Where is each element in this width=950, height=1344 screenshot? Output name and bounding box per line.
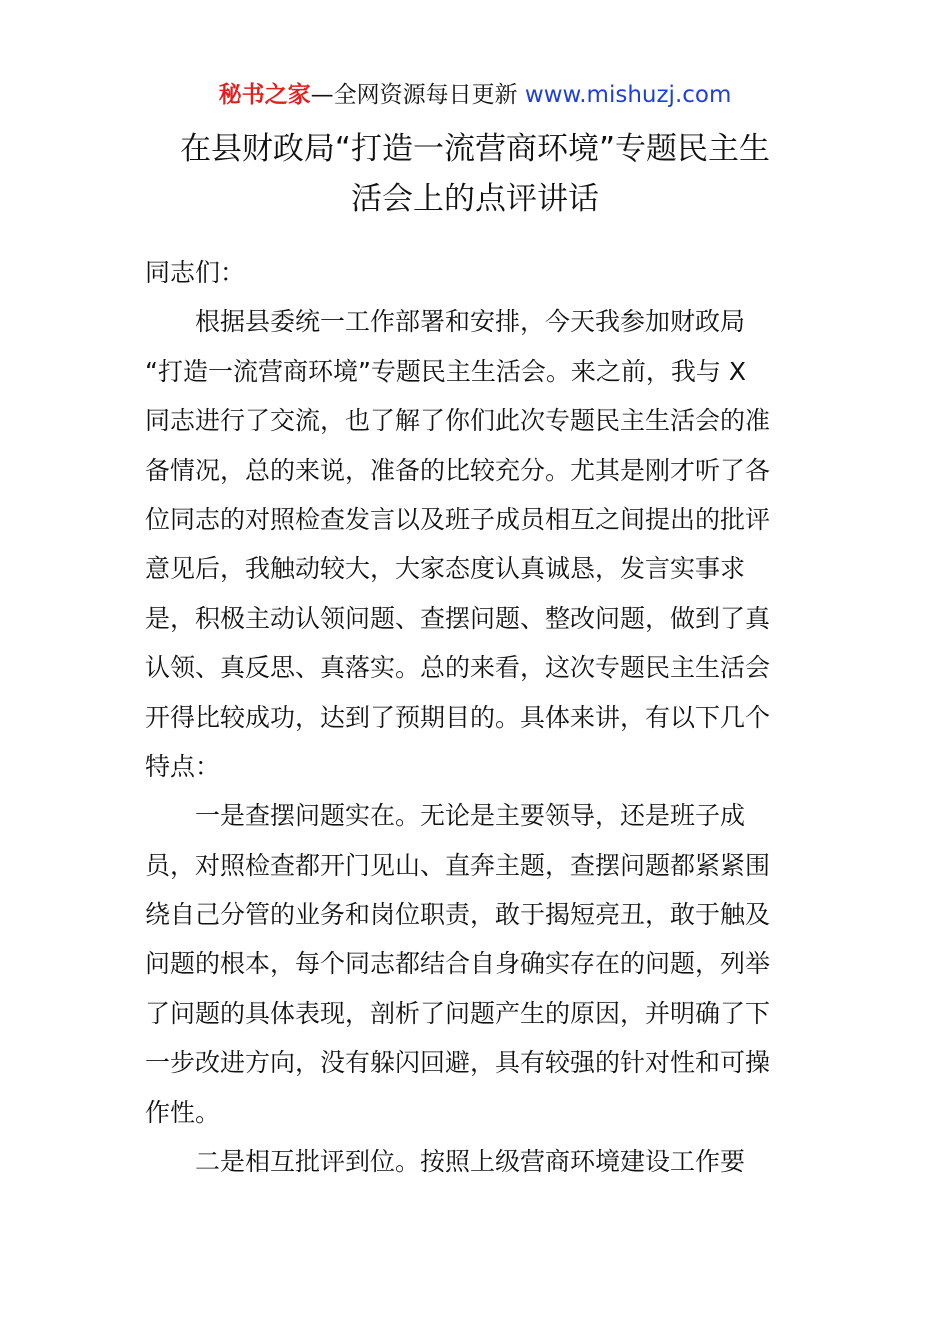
paragraph-line: 是，积极主动认领问题、查摆问题、整改问题，做到了真 — [145, 603, 771, 633]
paragraph-line: 一是查摆问题实在。无论是主要领导，还是班子成 — [195, 801, 746, 831]
paragraph-line: 同志进行了交流，也了解了你们此次专题民主生活会的准 — [145, 406, 771, 436]
paragraph-line: 二是相互批评到位。按照上级营商环境建设工作要 — [195, 1147, 746, 1177]
paragraph-line: 绕自己分管的业务和岗位职责，敢于揭短亮丑，敢于触及 — [145, 900, 771, 930]
paragraph-line: 认领、真反思、真落实。总的来看，这次专题民主生活会 — [145, 653, 771, 683]
site-url-link[interactable]: www.mishuzj.com — [524, 82, 732, 108]
paragraph-line: 一步改进方向，没有躲闪回避，具有较强的针对性和可操 — [145, 1048, 771, 1078]
paragraph-line: 了问题的具体表现，剖析了问题产生的原因，并明确了下 — [145, 998, 771, 1028]
document-title — [100, 124, 850, 224]
title-line-1: 在县财政局“打造一流营商环境”专题民主生 — [179, 131, 771, 167]
paragraph-line: 备情况，总的来说，准备的比较充分。尤其是刚才听了各 — [145, 455, 771, 485]
salutation: 同志们： — [145, 258, 246, 287]
paragraph-line: 位同志的对照检查发言以及班子成员相互之间提出的批评 — [145, 504, 771, 534]
paragraph-line: 员，对照检查都开门见山、直奔主题，查摆问题都紧紧围 — [145, 850, 771, 880]
paragraph-line: “打造一流营商环境”专题民主生活会。来之前，我与 X — [145, 356, 746, 386]
title-line-2: 活会上的点评讲话 — [351, 181, 599, 217]
paragraph-line: 特点： — [145, 751, 221, 781]
paragraph-line: 作性。 — [145, 1097, 221, 1127]
site-brand: 秘书之家 — [218, 82, 311, 108]
site-tagline: —全网资源每日更新 — [310, 82, 518, 108]
site-header — [0, 78, 950, 112]
paragraph-line: 问题的根本，每个同志都结合自身确实存在的问题，列举 — [145, 949, 771, 979]
paragraph-line: 根据县委统一工作部署和安排，今天我参加财政局 — [195, 307, 746, 337]
paragraph-line: 意见后，我触动较大，大家态度认真诚恳，发言实事求 — [145, 554, 746, 584]
paragraph-line: 开得比较成功，达到了预期目的。具体来讲，有以下几个 — [145, 702, 771, 732]
document-body — [145, 248, 810, 1186]
